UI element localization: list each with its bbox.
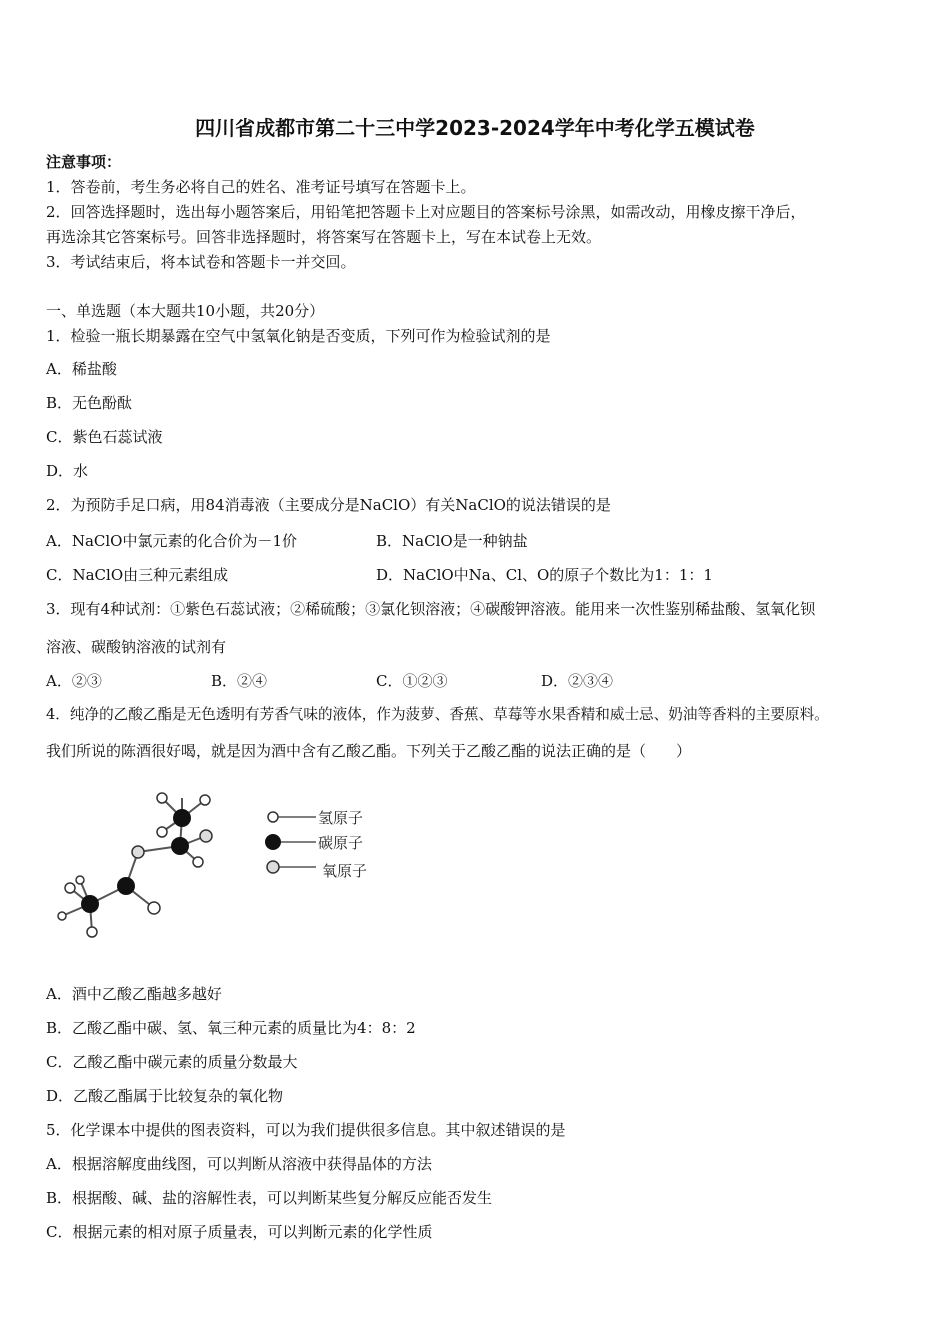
legend-carbon-label: 碳原子 <box>318 834 364 852</box>
legend-oxygen-symbol <box>267 861 279 873</box>
notice-item: 1．答卷前，考生务必将自己的姓名、准考证号填写在答题卡上。 <box>46 178 476 196</box>
hydrogen-atom <box>87 927 97 937</box>
question-1-option-d: D．水 <box>46 462 89 480</box>
carbon-atom <box>81 895 99 913</box>
hydrogen-atom <box>157 793 167 803</box>
question-5-option-b: B．根据酸、碱、盐的溶解性表，可以判断某些复分解反应能否发生 <box>46 1189 493 1207</box>
question-1-option-b: B．无色酚酞 <box>46 394 133 412</box>
question-4-option-d: D．乙酸乙酯属于比较复杂的氧化物 <box>46 1087 284 1105</box>
hydrogen-atom <box>58 912 66 920</box>
carbon-atom <box>117 877 135 895</box>
question-3-stem-line2: 溶液、碳酸钠溶液的试剂有 <box>46 638 227 656</box>
question-2-option-b: B．NaClO是一种钠盐 <box>376 532 528 550</box>
notice-heading: 注意事项： <box>46 153 122 171</box>
question-2-stem: 2．为预防手足口病，用84消毒液（主要成分是NaClO）有关NaClO的说法错误的是 <box>46 496 611 514</box>
question-5-option-a: A．根据溶解度曲线图，可以判断从溶液中获得晶体的方法 <box>46 1155 432 1173</box>
question-2-option-d: D．NaClO中Na、Cl、O的原子个数比为1：1：1 <box>376 566 713 584</box>
question-5-option-c: C．根据元素的相对原子质量表，可以判断元素的化学性质 <box>46 1223 433 1241</box>
molecule-legend <box>265 809 367 880</box>
question-3-option-b: B．②④ <box>211 672 268 690</box>
question-3-option-a: A．②③ <box>46 672 102 690</box>
notice-item: 再选涂其它答案标号。回答非选择题时，将答案写在答题卡上，写在本试卷上无效。 <box>46 228 602 246</box>
page-title: 四川省成都市第二十三中学2023-2024学年中考化学五模试卷 <box>195 116 755 140</box>
question-5-stem: 5．化学课本中提供的图表资料，可以为我们提供很多信息。其中叙述错误的是 <box>46 1121 566 1139</box>
question-1-option-a: A．稀盐酸 <box>46 360 117 378</box>
legend-oxygen-label: 氧原子 <box>322 862 368 880</box>
hydrogen-atom <box>193 857 203 867</box>
question-1-stem: 1．检验一瓶长期暴露在空气中氢氧化钠是否变质，下列可作为检验试剂的是 <box>46 327 551 345</box>
hydrogen-atom <box>65 883 75 893</box>
carbon-atom <box>171 837 189 855</box>
section-heading: 一、单选题（本大题共10小题，共20分） <box>46 302 325 320</box>
question-4-stem-line2: 我们所说的陈酒很好喝，就是因为酒中含有乙酸乙酯。下列关于乙酸乙酯的说法正确的是（ ） <box>46 742 692 760</box>
question-2-option-a: A．NaClO中氯元素的化合价为－1价 <box>46 532 298 550</box>
hydrogen-atom <box>157 827 167 837</box>
question-4-option-b: B．乙酸乙酯中碳、氢、氧三种元素的质量比为4：8：2 <box>46 1019 416 1037</box>
oxygen-atom <box>132 846 144 858</box>
question-4-option-c: C．乙酸乙酯中碳元素的质量分数最大 <box>46 1053 298 1071</box>
carbon-atom <box>173 809 191 827</box>
hydrogen-atom <box>200 795 210 805</box>
question-4-option-a: A．酒中乙酸乙酯越多越好 <box>46 985 222 1003</box>
question-2-option-c: C．NaClO由三种元素组成 <box>46 566 229 584</box>
legend-hydrogen-label: 氢原子 <box>318 809 364 827</box>
ethyl-acetate-molecule-diagram <box>50 780 390 950</box>
legend-hydrogen-symbol <box>268 812 278 822</box>
notice-item: 2．回答选择题时，选出每小题答案后，用铅笔把答题卡上对应题目的答案标号涂黑，如需改动，用橡皮擦干净后， <box>46 203 806 221</box>
question-3-stem-line1: 3．现有4种试剂：①紫色石蕊试液；②稀硫酸；③氯化钡溶液；④碳酸钾溶液。能用来一次性鉴别稀盐酸、氢氧化钡 <box>46 600 816 618</box>
notice-item: 3．考试结束后，将本试卷和答题卡一并交回。 <box>46 253 356 271</box>
question-4-stem-line1: 4．纯净的乙酸乙酯是无色透明有芳香气味的液体，作为菠萝、香蕉、草莓等水果香精和威士忌、奶油等香料的主要原料。 <box>46 706 829 723</box>
question-3-option-d: D．②③④ <box>541 672 614 690</box>
legend-carbon-symbol <box>265 834 281 850</box>
oxygen-atom <box>200 830 212 842</box>
molecule-atoms <box>58 793 212 937</box>
question-3-option-c: C．①②③ <box>376 672 448 690</box>
hydrogen-atom <box>76 876 84 884</box>
hydrogen-atom <box>148 902 160 914</box>
question-1-option-c: C．紫色石蕊试液 <box>46 428 163 446</box>
